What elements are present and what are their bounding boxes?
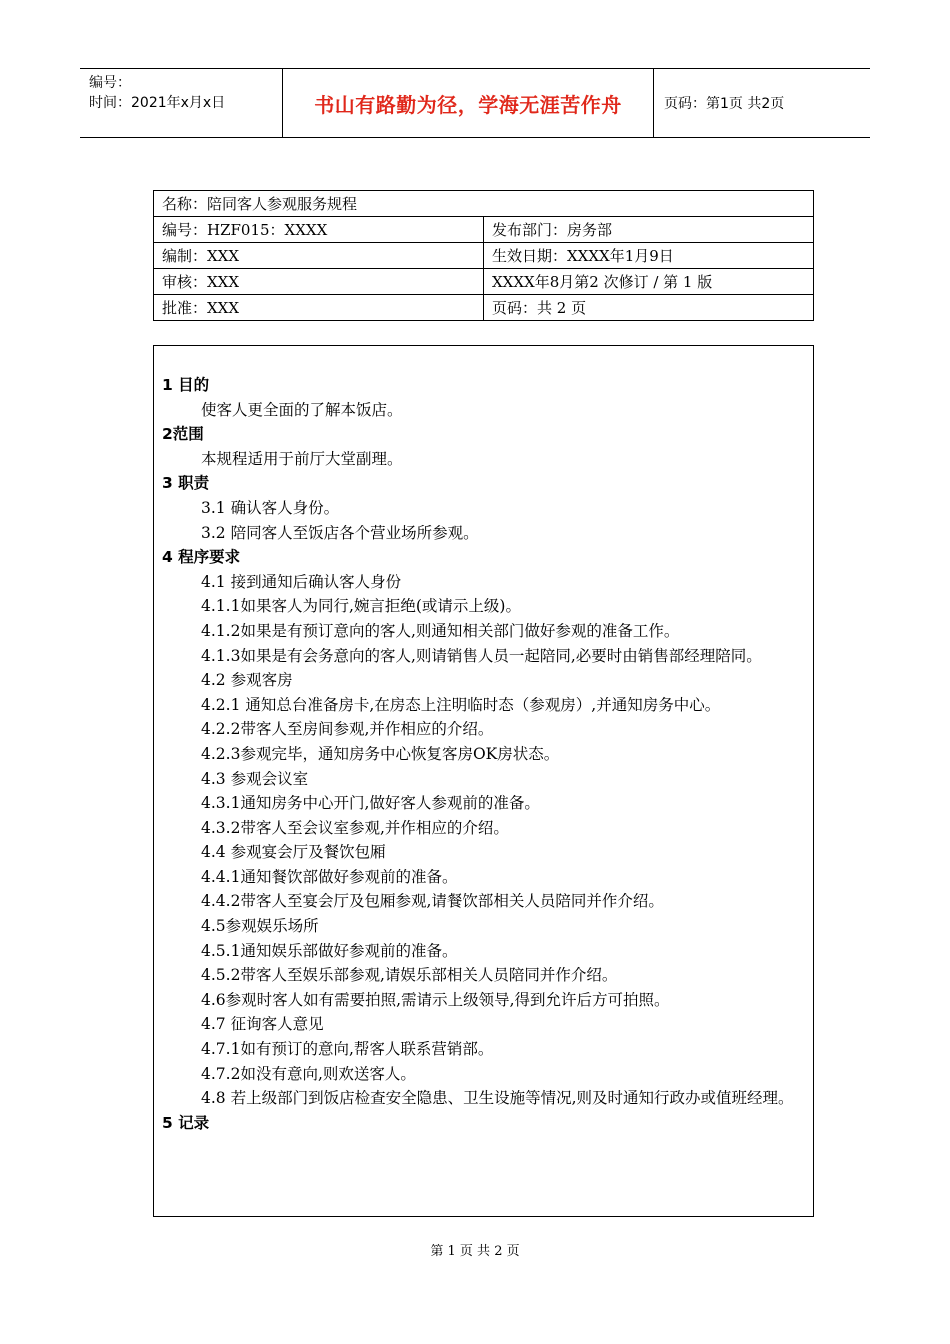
info-name: 名称：陪同客人参观服务规程 — [154, 191, 814, 217]
clause-text: 4.6参观时客人如有需要拍照,需请示上级领导,得到允许后方可拍照。 — [201, 990, 670, 1009]
info-code: 编号：HZF015：XXXX — [154, 217, 484, 243]
clause-text: 4.2.3参观完毕，通知房务中心恢复客房OK房状态。 — [201, 744, 560, 763]
clause-text: 4.1.3如果是有会务意向的客人,则请销售人员一起陪同,必要时由销售部经理陪同。 — [201, 646, 762, 665]
section-heading: 1 目的 — [162, 376, 210, 394]
info-editor: 编制：XXX — [154, 243, 484, 269]
clause-text: 4.1.2如果是有预订意向的客人,则通知相关部门做好参观的准备工作。 — [201, 621, 680, 640]
document-header — [80, 68, 870, 138]
info-revision: XXXX年8月第2 次修订 / 第 1 版 — [484, 269, 814, 295]
page-footer — [0, 1240, 950, 1259]
info-row — [154, 243, 814, 269]
section-heading: 5 记录 — [162, 1113, 210, 1132]
clause-text: 4.8 若上级部门到饭店检查安全隐患、卫生设施等情况,则及时通知行政办或值班经理。 — [201, 1089, 794, 1108]
clause-text: 4.5.1通知娱乐部做好参观前的准备。 — [201, 941, 458, 960]
clause-text: 4.3 参观会议室 — [201, 769, 309, 788]
clause-text: 4.4.2带客人至宴会厅及包厢参观,请餐饮部相关人员陪同并作介绍。 — [201, 892, 664, 911]
document-info-table — [153, 190, 814, 321]
clause-text: 4.3.1通知房务中心开门,做好客人参观前的准备。 — [201, 794, 540, 813]
header-number: 编号： — [89, 75, 131, 91]
info-row — [154, 217, 814, 243]
info-pages: 页码：共 2 页 — [484, 295, 814, 321]
procedure-content — [153, 345, 814, 1217]
clause-text: 4.1 接到通知后确认客人身份 — [201, 572, 402, 591]
clause-text: 4.4.1通知餐饮部做好参观前的准备。 — [201, 867, 458, 886]
info-row — [154, 191, 814, 217]
header-page-cell — [654, 69, 870, 137]
section-text: 使客人更全面的了解本饭店。 — [201, 400, 403, 419]
header-page-number: 页码：第1页 共2页 — [664, 96, 785, 112]
info-row — [154, 295, 814, 321]
clause-text: 4.3.2带客人至会议室参观,并作相应的介绍。 — [201, 818, 509, 837]
header-time: 时间：2021年x月x日 — [89, 95, 226, 111]
section-text: 本规程适用于前厅大堂副理。 — [201, 449, 403, 468]
clause-text: 4.2.1 通知总台准备房卡,在房态上注明临时态（参观房）,并通知房务中心。 — [201, 695, 721, 714]
info-row — [154, 269, 814, 295]
clause-text: 3.1 确认客人身份。 — [201, 498, 340, 517]
info-reviewer: 审核：XXX — [154, 269, 484, 295]
header-meta — [80, 69, 283, 137]
clause-text: 4.5参观娱乐场所 — [201, 917, 319, 936]
footer-page-number: 第 1 页 共 2 页 — [430, 1244, 520, 1259]
clause-text: 4.7.1如有预订的意向,帮客人联系营销部。 — [201, 1040, 494, 1059]
info-approver: 批准：XXX — [154, 295, 484, 321]
header-motto-cell — [283, 69, 654, 137]
clause-text: 4.4 参观宴会厅及餐饮包厢 — [201, 843, 386, 862]
clause-text: 4.2 参观客房 — [201, 671, 293, 690]
info-department: 发布部门：房务部 — [484, 217, 814, 243]
clause-text: 4.5.2带客人至娱乐部参观,请娱乐部相关人员陪同并作介绍。 — [201, 966, 618, 985]
clause-text: 4.7 征询客人意见 — [201, 1015, 324, 1034]
clause-text: 3.2 陪同客人至饭店各个营业场所参观。 — [201, 523, 479, 542]
section-heading: 3 职责 — [162, 474, 210, 493]
info-effective-date: 生效日期：XXXX年1月9日 — [484, 243, 814, 269]
clause-text: 4.2.2带客人至房间参观,并作相应的介绍。 — [201, 720, 494, 739]
clause-text: 4.7.2如没有意向,则欢送客人。 — [201, 1064, 416, 1083]
section-heading: 4 程序要求 — [162, 548, 241, 567]
section-heading: 2范围 — [162, 425, 204, 444]
header-motto: 书山有路勤为径，学海无涯苦作舟 — [314, 92, 622, 117]
clause-text: 4.1.1如果客人为同行,婉言拒绝(或请示上级)。 — [201, 597, 521, 616]
